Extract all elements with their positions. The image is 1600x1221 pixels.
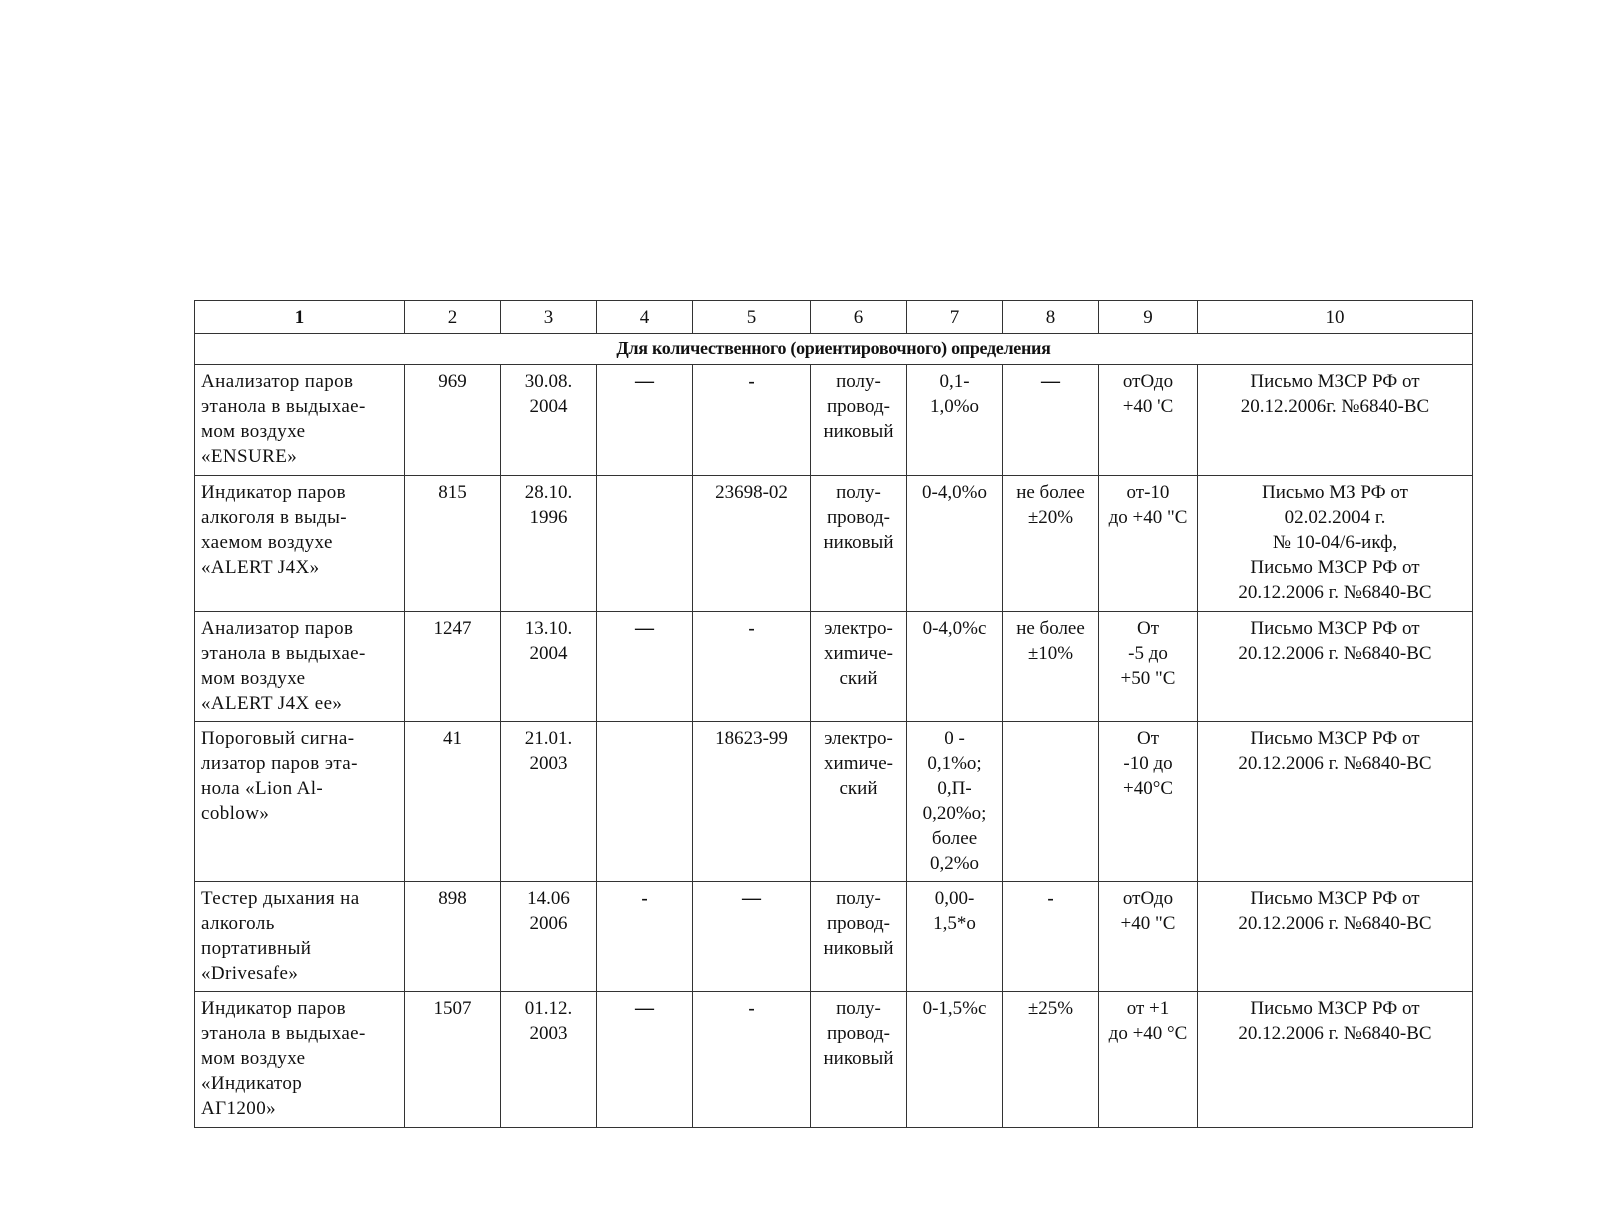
measurement-range: 0-4,0%с	[907, 612, 1003, 722]
registration-date: 01.12. 2003	[501, 992, 597, 1128]
device-name: Индикатор паров этанола в выдыхае- мом воздухе «Индикатор АГ1200»	[195, 992, 405, 1128]
registration-number: 41	[405, 722, 501, 882]
header-cell: 10	[1198, 301, 1473, 334]
sensor-type: полу- провод- никовый	[811, 992, 907, 1128]
approval-document: Письмо МЗСР РФ от 20.12.2006 г. №6840-ВС	[1198, 992, 1473, 1128]
approval-document: Письмо МЗ РФ от 02.02.2004 г. № 10-04/6-икф, Письмо МЗСР РФ от 20.12.2006 г. №6840-ВС	[1198, 476, 1473, 612]
registration-number: 1507	[405, 992, 501, 1128]
sensor-type: полу- провод- никовый	[811, 476, 907, 612]
table-row	[195, 722, 1473, 882]
registration-date: 21.01. 2003	[501, 722, 597, 882]
approval-document: Письмо МЗСР РФ от 20.12.2006 г. №6840-ВС	[1198, 882, 1473, 992]
column-4-value: —	[597, 992, 693, 1128]
measurement-range: 0,1- 1,0%о	[907, 365, 1003, 476]
approval-document: Письмо МЗСР РФ от 20.12.2006 г. №6840-ВС	[1198, 612, 1473, 722]
measurement-range: 0 - 0,1%о; 0,П- 0,20%о; более 0,2%о	[907, 722, 1003, 882]
temperature-range: От -10 до +40°С	[1099, 722, 1198, 882]
measurement-error: —	[1003, 365, 1099, 476]
header-cell: 3	[501, 301, 597, 334]
table-row	[195, 365, 1473, 476]
measurement-range: 0-4,0%о	[907, 476, 1003, 612]
measurement-error	[1003, 722, 1099, 882]
measurement-error: -	[1003, 882, 1099, 992]
device-name: Анализатор паров этанола в выдыхае- мом воздухе «ALERT J4X ее»	[195, 612, 405, 722]
sensor-type: полу- провод- никовый	[811, 365, 907, 476]
header-row	[195, 301, 1473, 334]
temperature-range: от +1 до +40 °С	[1099, 992, 1198, 1128]
header-cell: 4	[597, 301, 693, 334]
registration-number: 898	[405, 882, 501, 992]
header-cell: 2	[405, 301, 501, 334]
table-row	[195, 882, 1473, 992]
approval-document: Письмо МЗСР РФ от 20.12.2006г. №6840-ВС	[1198, 365, 1473, 476]
registration-date: 28.10. 1996	[501, 476, 597, 612]
sensor-type: полу- провод- никовый	[811, 882, 907, 992]
measurement-range: 0-1,5%с	[907, 992, 1003, 1128]
column-4-value: -	[597, 882, 693, 992]
registration-number: 1247	[405, 612, 501, 722]
measurement-range: 0,00- 1,5*о	[907, 882, 1003, 992]
registration-number: 969	[405, 365, 501, 476]
column-5-value: -	[693, 612, 811, 722]
column-4-value: —	[597, 612, 693, 722]
registration-date: 30.08. 2004	[501, 365, 597, 476]
registration-number: 815	[405, 476, 501, 612]
column-5-value: -	[693, 992, 811, 1128]
measurement-error: не более ±10%	[1003, 612, 1099, 722]
temperature-range: от-10 до +40 "С	[1099, 476, 1198, 612]
device-table	[194, 300, 1473, 1128]
device-name: Анализатор паров этанола в выдыхае- мом воздухе «ENSURE»	[195, 365, 405, 476]
section-row	[195, 334, 1473, 365]
section-title: Для количественного (ориентировочного) определения	[195, 334, 1473, 365]
column-4-value	[597, 722, 693, 882]
measurement-error: ±25%	[1003, 992, 1099, 1128]
temperature-range: отОдо +40 'С	[1099, 365, 1198, 476]
table-row	[195, 476, 1473, 612]
sensor-type: электро- хиmиче- ский	[811, 722, 907, 882]
column-5-value: 23698-02	[693, 476, 811, 612]
temperature-range: От -5 до +50 "С	[1099, 612, 1198, 722]
header-cell: 9	[1099, 301, 1198, 334]
table-row	[195, 992, 1473, 1128]
column-5-value: -	[693, 365, 811, 476]
device-name: Тестер дыхания на алкоголь портативный «Drivesafe»	[195, 882, 405, 992]
table-row	[195, 612, 1473, 722]
temperature-range: отОдо +40 "С	[1099, 882, 1198, 992]
approval-document: Письмо МЗСР РФ от 20.12.2006 г. №6840-ВС	[1198, 722, 1473, 882]
header-cell: 6	[811, 301, 907, 334]
device-name: Индикатор паров алкоголя в выды- хаемом воздухе «ALERT J4X»	[195, 476, 405, 612]
header-cell: 5	[693, 301, 811, 334]
column-5-value: 18623-99	[693, 722, 811, 882]
registration-date: 14.06 2006	[501, 882, 597, 992]
header-cell: 7	[907, 301, 1003, 334]
header-cell: 1	[195, 301, 405, 334]
device-name: Пороговый сигна- лизатор паров эта- нола «Lion Al- coblow»	[195, 722, 405, 882]
column-5-value: —	[693, 882, 811, 992]
header-cell: 8	[1003, 301, 1099, 334]
column-4-value: —	[597, 365, 693, 476]
column-4-value	[597, 476, 693, 612]
measurement-error: не более ±20%	[1003, 476, 1099, 612]
registration-date: 13.10. 2004	[501, 612, 597, 722]
sensor-type: электро- хиmиче- ский	[811, 612, 907, 722]
